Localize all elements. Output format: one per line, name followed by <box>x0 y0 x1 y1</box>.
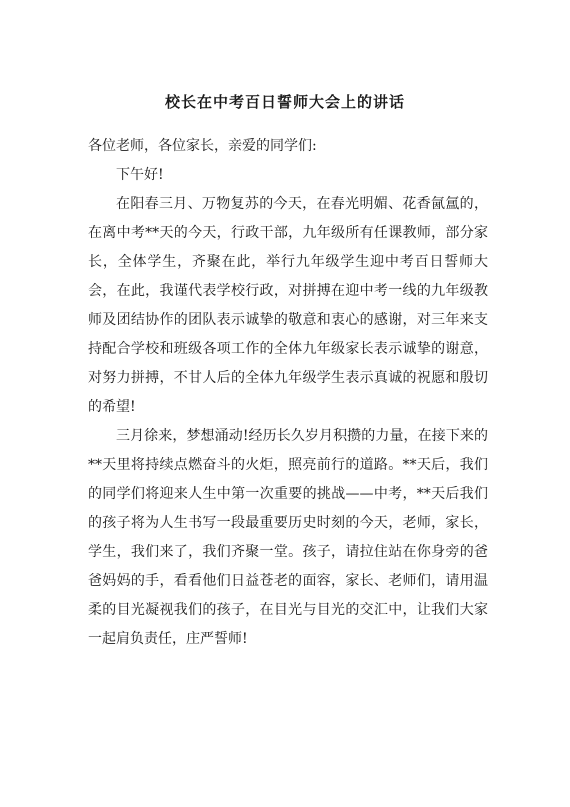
paragraph: 在阳春三月、万物复苏的今天，在春光明媚、花香氤氲的，在离中考**天的今天，行政干部，九年级所有任课教师，部分家长，全体学生，齐聚在此，举行九年级学生迎中考百日誓师大会，在此，我谨代表学校行政，对拼搏在迎中考一线的九年级教师及团结协作的团队表示诚挚的敬意和衷心的感谢，对三年来支持配合学校和班级各项工作的全体九年级家长表示诚挚的谢意，对努力拼搏，不甘人后的全体九年级学生表示真诚的祝愿和殷切的希望! <box>88 196 488 415</box>
paragraph: 三月徐来，梦想涌动!经历长久岁月积攒的力量，在接下来的**天里将持续点燃奋斗的火炬，照亮前行的道路。**天后，我们的同学们将迎来人生中第一次重要的挑战——中考，**天后我们的孩子将为人生书写一段最重要历史时刻的今天，老师，家长，学生，我们来了，我们齐聚一堂。孩子，请拉住站在你身旁的爸爸妈妈的手，看看他们日益苍老的面容，家长、老师们，请用温柔的目光凝视我们的孩子，在目光与目光的交汇中，让我们大家一起肩负责任，庄严誓师! <box>88 428 488 647</box>
speech-body <box>88 132 488 654</box>
salutation: 各位老师，各位家长，亲爱的同学们: <box>88 138 317 154</box>
greeting: 下午好! <box>116 167 164 183</box>
page-title: 校长在中考百日誓师大会上的讲话 <box>164 93 405 111</box>
